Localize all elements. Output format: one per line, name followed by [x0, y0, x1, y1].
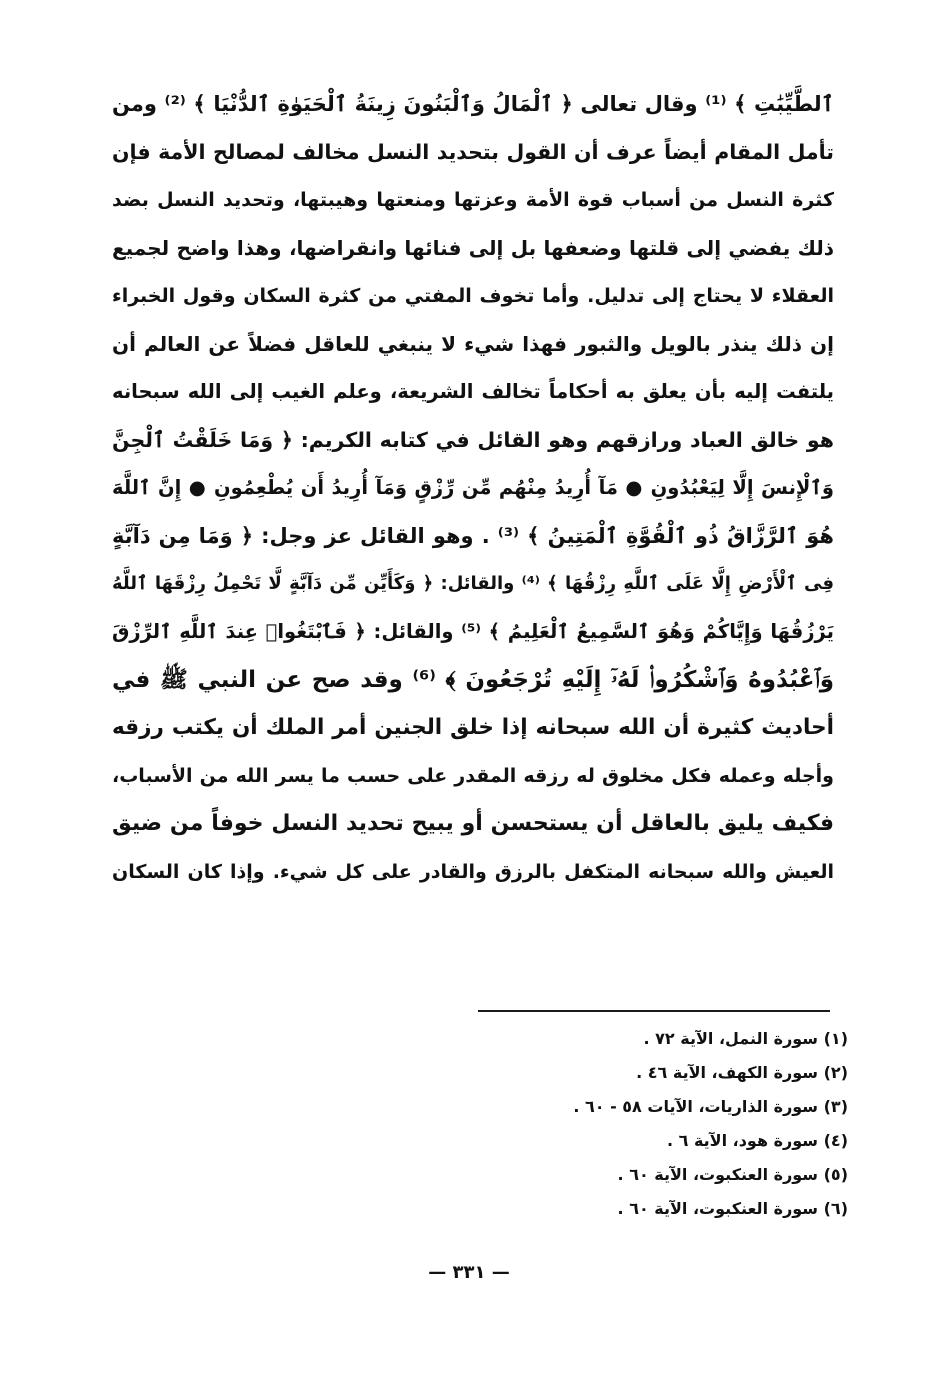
footnote-3: (٣) سورة الذاريات، الآيات ٥٨ - ٦٠ . — [573, 1097, 848, 1116]
footnote-6: (٦) سورة العنكبوت، الآية ٦٠ . — [617, 1199, 848, 1218]
text-line: وأجله وعمله فكل مخلوق له رزقه المقدر على حسب ما يسر الله من الأسباب، — [112, 765, 834, 787]
text-line: إن ذلك ينذر بالويل والثبور فهذا شيء لا ينبغي للعاقل فضلاً عن العالم أن — [112, 332, 834, 356]
text-line: يَرْزُقُهَا وَإِيَّاكُمْ وَهُوَ ٱلسَّمِيعُ ٱلْعَلِيمُ ﴾ ⁽⁵⁾ والقائل: ﴿ فَٱبْتَغُوا۟ عِندَ ٱللَّهِ ٱلرِّزْقَ — [112, 620, 834, 643]
text-line: العيش والله سبحانه المتكفل بالرزق والقادر على كل شيء. وإذا كان السكان — [112, 861, 834, 883]
footnote-5: (٥) سورة العنكبوت، الآية ٦٠ . — [617, 1165, 848, 1184]
text-line: أحاديث كثيرة أن الله سبحانه إذا خلق الجنين أمر الملك أن يكتب رزقه — [112, 715, 834, 740]
page-number: — ٣٣١ — — [428, 1262, 510, 1283]
text-line: فكيف يليق بالعاقل أن يستحسن أو يبيح تحديد النسل خوفاً من ضيق — [112, 811, 834, 836]
text-line: كثرة النسل من أسباب قوة الأمة وعزتها ومنعتها وهيبتها، وتحديد النسل بضد — [112, 189, 834, 211]
text-line: العقلاء لا يحتاج إلى تدليل. وأما تخوف المفتي من كثرة السكان وقول الخبراء — [112, 285, 834, 307]
footnote-4: (٤) سورة هود، الآية ٦ . — [666, 1131, 848, 1150]
text-line: هُوَ ٱلرَّزَّاقُ ذُو ٱلْقُوَّةِ ٱلْمَتِينُ ﴾ ⁽³⁾ . وهو القائل عز وجل: ﴿ وَمَا مِن دَآبَّةٍ — [112, 524, 834, 548]
text-line: هو خالق العباد ورازقهم وهو القائل في كتابه الكريم: ﴿ وَمَا خَلَقْتُ ٱلْجِنَّ — [112, 428, 834, 452]
text-line: ذلك يفضي إلى قلتها وضعفها بل إلى فنائها وانقراضها، وهذا واضح لجميع — [112, 236, 834, 260]
footnote-1: (١) سورة النمل، الآية ٧٢ . — [643, 1029, 848, 1048]
text-line: وَٱلْإِنسَ إِلَّا لِيَعْبُدُونِ ● مَآ أُرِيدُ مِنْهُم مِّن رِّزْقٍ وَمَآ أُرِيدُ أَن يُطْعِمُونِ ● إِنَّ ٱللَّهَ — [112, 476, 834, 499]
footnotes — [348, 1022, 848, 1226]
footnote-2: (٢) سورة الكهف، الآية ٤٦ . — [636, 1063, 848, 1082]
footnote-divider — [478, 1010, 830, 1012]
text-line: ٱلطَّيِّبَٰتِ ﴾ ⁽¹⁾ وقال تعالى ﴿ ٱلْمَالُ وَٱلْبَنُونَ زِينَةُ ٱلْحَيَوٰةِ ٱلدُّنْيَا ﴾ ⁽²⁾ ومن — [112, 92, 834, 116]
text-line: وَٱعْبُدُوهُ وَٱشْكُرُوا۟ لَهُۥٓ إِلَيْهِ تُرْجَعُونَ ﴾ ⁽⁶⁾ وقد صح عن النبي ﷺ في — [112, 667, 834, 693]
text-line: تأمل المقام أيضاً عرف أن القول بتحديد النسل مخالف لمصالح الأمة فإن — [112, 140, 834, 164]
text-line: يلتفت إليه بأن يعلق به أحكاماً تخالف الشريعة، وعلم الغيب إلى الله سبحانه — [112, 380, 834, 403]
text-line: فِى ٱلْأَرْضِ إِلَّا عَلَى ٱللَّهِ رِزْقُهَا ﴾ ⁽⁴⁾ والقائل: ﴿ وَكَأَيِّن مِّن دَآبَّةٍ لَّا تَحْمِلُ رِزْقَهَا ٱللَّهُ — [112, 573, 834, 594]
main-text — [112, 80, 834, 896]
